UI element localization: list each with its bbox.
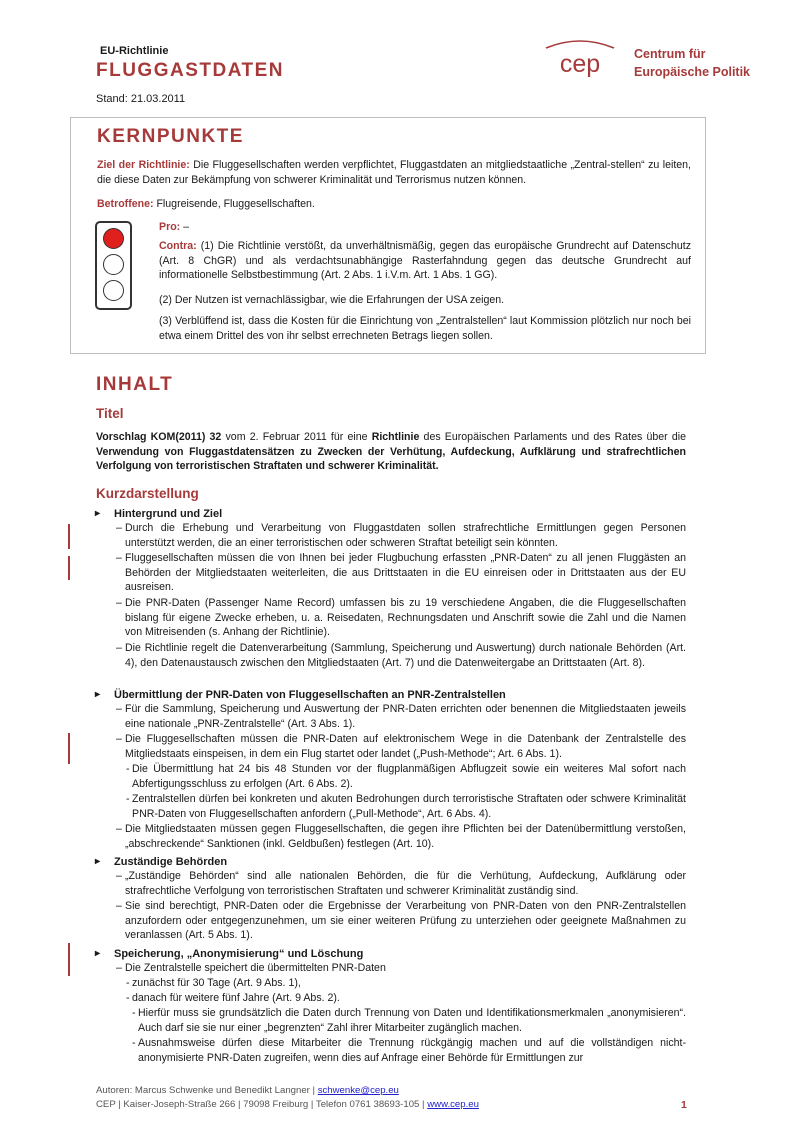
section-heading-behoerden: ▸ Zuständige Behörden — [96, 855, 227, 870]
document-date: Stand: 21.03.2011 — [96, 93, 186, 105]
sub-sub-list-item: - Ausnahmsweise dürfen diese Mitarbeiter die Trennung rückgängig machen und auf die vollständigen nicht-anonymisierte PNR-Daten zugreifen, wenn dies auf Anfrage einer Behörde für Ermittlungen zur — [132, 1036, 686, 1065]
ziel-label: Ziel der Richtlinie: — [97, 159, 190, 171]
inhalt-heading: INHALT — [96, 374, 174, 395]
section-heading-uebermittlung: ▸ Übermittlung der PNR-Daten von Fluggesellschaften an PNR-Zentralstellen — [96, 688, 506, 703]
pro-label: Pro: — [159, 221, 181, 233]
titel-text — [96, 430, 686, 474]
section-heading-speicherung: ▸ Speicherung, „Anonymisierung“ und Löschung — [96, 947, 363, 962]
list-item: – Die PNR-Daten (Passenger Name Record) umfassen bis zu 19 verschiedene Angaben, die die Fluggesellschaften bislang für eigene Zwecke erheben, u. a. Reisedaten, Rechnungsdaten und Anschrift sowie die Zahl und die Namen von Mitreisenden (s. Anhang der Richtlinie). — [116, 596, 686, 640]
traffic-light-green-lamp — [103, 280, 124, 301]
org-line-2: Europäische Politik — [634, 65, 751, 79]
contra-paragraph-1 — [159, 239, 691, 283]
change-bar — [68, 556, 70, 580]
list-item: – Die Fluggesellschaften müssen die PNR-Daten auf elektronischem Wege in die Datenbank der Zentralstelle des Mitgliedstaats einspeisen, in dem ein Flug startet oder landet („Push-Methode“; Art. 6 Abs. 1). — [116, 732, 686, 761]
cep-logo — [540, 40, 620, 80]
betroffene-label: Betroffene: — [97, 198, 154, 210]
list-item: – Die Mitgliedstaaten müssen gegen Fluggesellschaften, die gegen ihre Pflichten bei der Datenübermittlung verstoßen, „abschreckende“ Sanktionen (inkl. Geldbußen) festlegen (Art. 10). — [116, 822, 686, 851]
footer-authors: Autoren: Marcus Schwenke und Benedikt Langner | schwenke@cep.eu — [96, 1085, 399, 1096]
titel-subject: Verwendung von Fluggastdatensätzen zu Zwecken der Verhütung, Aufdeckung, Aufklärung und strafrechtlichen Verfolgung von terroristischen Straftaten und schwerer Kriminalität. — [96, 445, 686, 473]
pro-paragraph — [159, 220, 691, 235]
sub-list-item: - Zentralstellen dürfen bei konkreten und akuten Bedrohungen durch terroristische Straftaten oder schwere Kriminalität PNR-Daten von Fluggesellschaften anfordern („Pull-Methode“, Art. 6 Abs. 4). — [126, 792, 686, 821]
footer — [96, 1084, 479, 1112]
list-item: – Für die Sammlung, Speicherung und Auswertung der PNR-Daten errichten oder benennen die Mitgliedstaaten jeweils eine nationale „PNR-Zentralstelle“ (Art. 3 Abs. 1). — [116, 702, 686, 731]
traffic-light-icon — [95, 221, 132, 310]
section-heading-hintergrund: ▸ Hintergrund und Ziel — [96, 507, 222, 522]
list-item: – Die Richtlinie regelt die Datenverarbeitung (Sammlung, Speicherung und Auswertung) durch nationale Behörden (Art. 4), den Datenaustausch zwischen den Mitgliedstaaten (Art. 7) und die Datenweitergabe an Drittstaaten (Art. 8). — [116, 641, 686, 670]
change-bar — [68, 733, 70, 764]
footer-address: CEP | Kaiser-Joseph-Straße 266 | 79098 Freiburg | Telefon 0761 38693-105 | www.cep.eu — [96, 1099, 479, 1110]
ziel-text: Die Fluggesellschaften werden verpflichtet, Fluggastdaten an mitgliedstaatliche „Zentral-stellen“ zu leiten, die diese Daten zur Bekämpfung von schwerer Kriminalität und Terrorismus nutzen können. — [97, 159, 691, 186]
list-item: – Durch die Erhebung und Verarbeitung von Fluggastdaten sollen strafrechtliche Ermittlungen gegen Personen unterstützt werden, die an einer terroristischen oder schweren Straftat beteiligt sein könnten. — [116, 521, 686, 550]
titel-richtlinie: Richtlinie — [371, 431, 420, 443]
kurzdarstellung-heading: Kurzdarstellung — [96, 486, 199, 501]
pro-text: – — [180, 221, 190, 233]
change-bar — [68, 524, 70, 549]
titel-kom: Vorschlag KOM(2011) 32 — [96, 431, 222, 443]
page-title: FLUGGASTDATEN — [96, 60, 285, 81]
titel-date: vom 2. Februar 2011 für eine — [221, 431, 372, 443]
traffic-light-red-lamp — [103, 228, 124, 249]
email-link[interactable]: schwenke@cep.eu — [317, 1085, 399, 1096]
contra-paragraph-3: (3) Verblüffend ist, dass die Kosten für die Einrichtung von „Zentralstellen“ laut Kommission plötzlich nur noch bei etwa einem Drittel des von ihr selbst errechneten Betrags liegen sollen. — [159, 315, 691, 342]
list-item: – Die Zentralstelle speichert die übermittelten PNR-Daten — [116, 961, 686, 976]
contra-text-1: (1) Die Richtlinie verstößt, da unverhältnismäßig, gegen das europäische Grundrecht auf Datenschutz (Art. 8 ChGR) und als verdachtsunabhängige Rasterfahndung gegen das deutsche Grundrecht auf informationelle Selbstbestimmung (Art. 2 Abs. 1 i.V.m. Art. 1 Abs. 1 GG). — [159, 240, 691, 282]
sub-sub-list-item: - Hierfür muss sie grundsätzlich die Daten durch Trennung von Daten und Identifikationsmerkmalen „anonymisieren“. Auch darf sie sie nur einer „begrenzten“ Zahl ihrer Mitarbeiter zugänglich machen. — [132, 1006, 686, 1035]
kernpunkte-box — [70, 117, 706, 354]
kernpunkte-heading: KERNPUNKTE — [97, 126, 244, 147]
list-item: – „Zuständige Behörden“ sind alle nationalen Behörden, die für die Verhütung, Aufdeckung, Aufklärung oder strafrechtliche Verfolgung von terroristischen Straftaten und schwerer Kriminalität zuständig sind. — [116, 869, 686, 898]
org-line-1: Centrum für — [634, 47, 706, 61]
contra-paragraph-2: (2) Der Nutzen ist vernachlässigbar, wie die Erfahrungen der USA zeigen. — [159, 294, 505, 306]
titel-heading: Titel — [96, 406, 124, 421]
sub-list-item: - danach für weitere fünf Jahre (Art. 9 Abs. 2). — [126, 991, 686, 1006]
betroffene-paragraph — [97, 197, 315, 212]
document-type: EU-Richtlinie — [100, 45, 169, 57]
logo-text: cep — [559, 50, 601, 78]
organization-name — [634, 45, 750, 81]
contra-label: Contra: — [159, 240, 197, 252]
change-bar — [68, 943, 70, 976]
ziel-paragraph — [97, 158, 691, 187]
page-number: 1 — [681, 1099, 687, 1111]
titel-rates: des Europäischen Parlaments und des Rates über die — [419, 431, 687, 443]
sub-list-item: - Die Übermittlung hat 24 bis 48 Stunden vor der flugplanmäßigen Abflugzeit sowie ein weiteres Mal sofort nach Abfertigungsschluss zu erfolgen (Art. 6 Abs. 2). — [126, 762, 686, 791]
list-item: – Sie sind berechtigt, PNR-Daten oder die Ergebnisse der Verarbeitung von PNR-Daten von den PNR-Zentralstellen anzufordern oder entgegenzunehmen, um sie einer weiteren Prüfung zu unterziehen oder geeignete Maßnahmen zu veranlassen (Art. 5 Abs. 1). — [116, 899, 686, 943]
sub-list-item: - zunächst für 30 Tage (Art. 9 Abs. 1), — [126, 976, 686, 991]
website-link[interactable]: www.cep.eu — [427, 1099, 479, 1110]
traffic-light-yellow-lamp — [103, 254, 124, 275]
list-item: – Fluggesellschaften müssen die von Ihnen bei jeder Flugbuchung erfassten „PNR-Daten“ zu all jenen Fluggästen an Behörden der Mitgliedstaaten weiterleiten, die aus Drittstaaten in die EU einreisen oder in Drittstaaten aus der EU ausreisen. — [116, 551, 686, 595]
betroffene-text: Flugreisende, Fluggesellschaften. — [153, 198, 315, 210]
